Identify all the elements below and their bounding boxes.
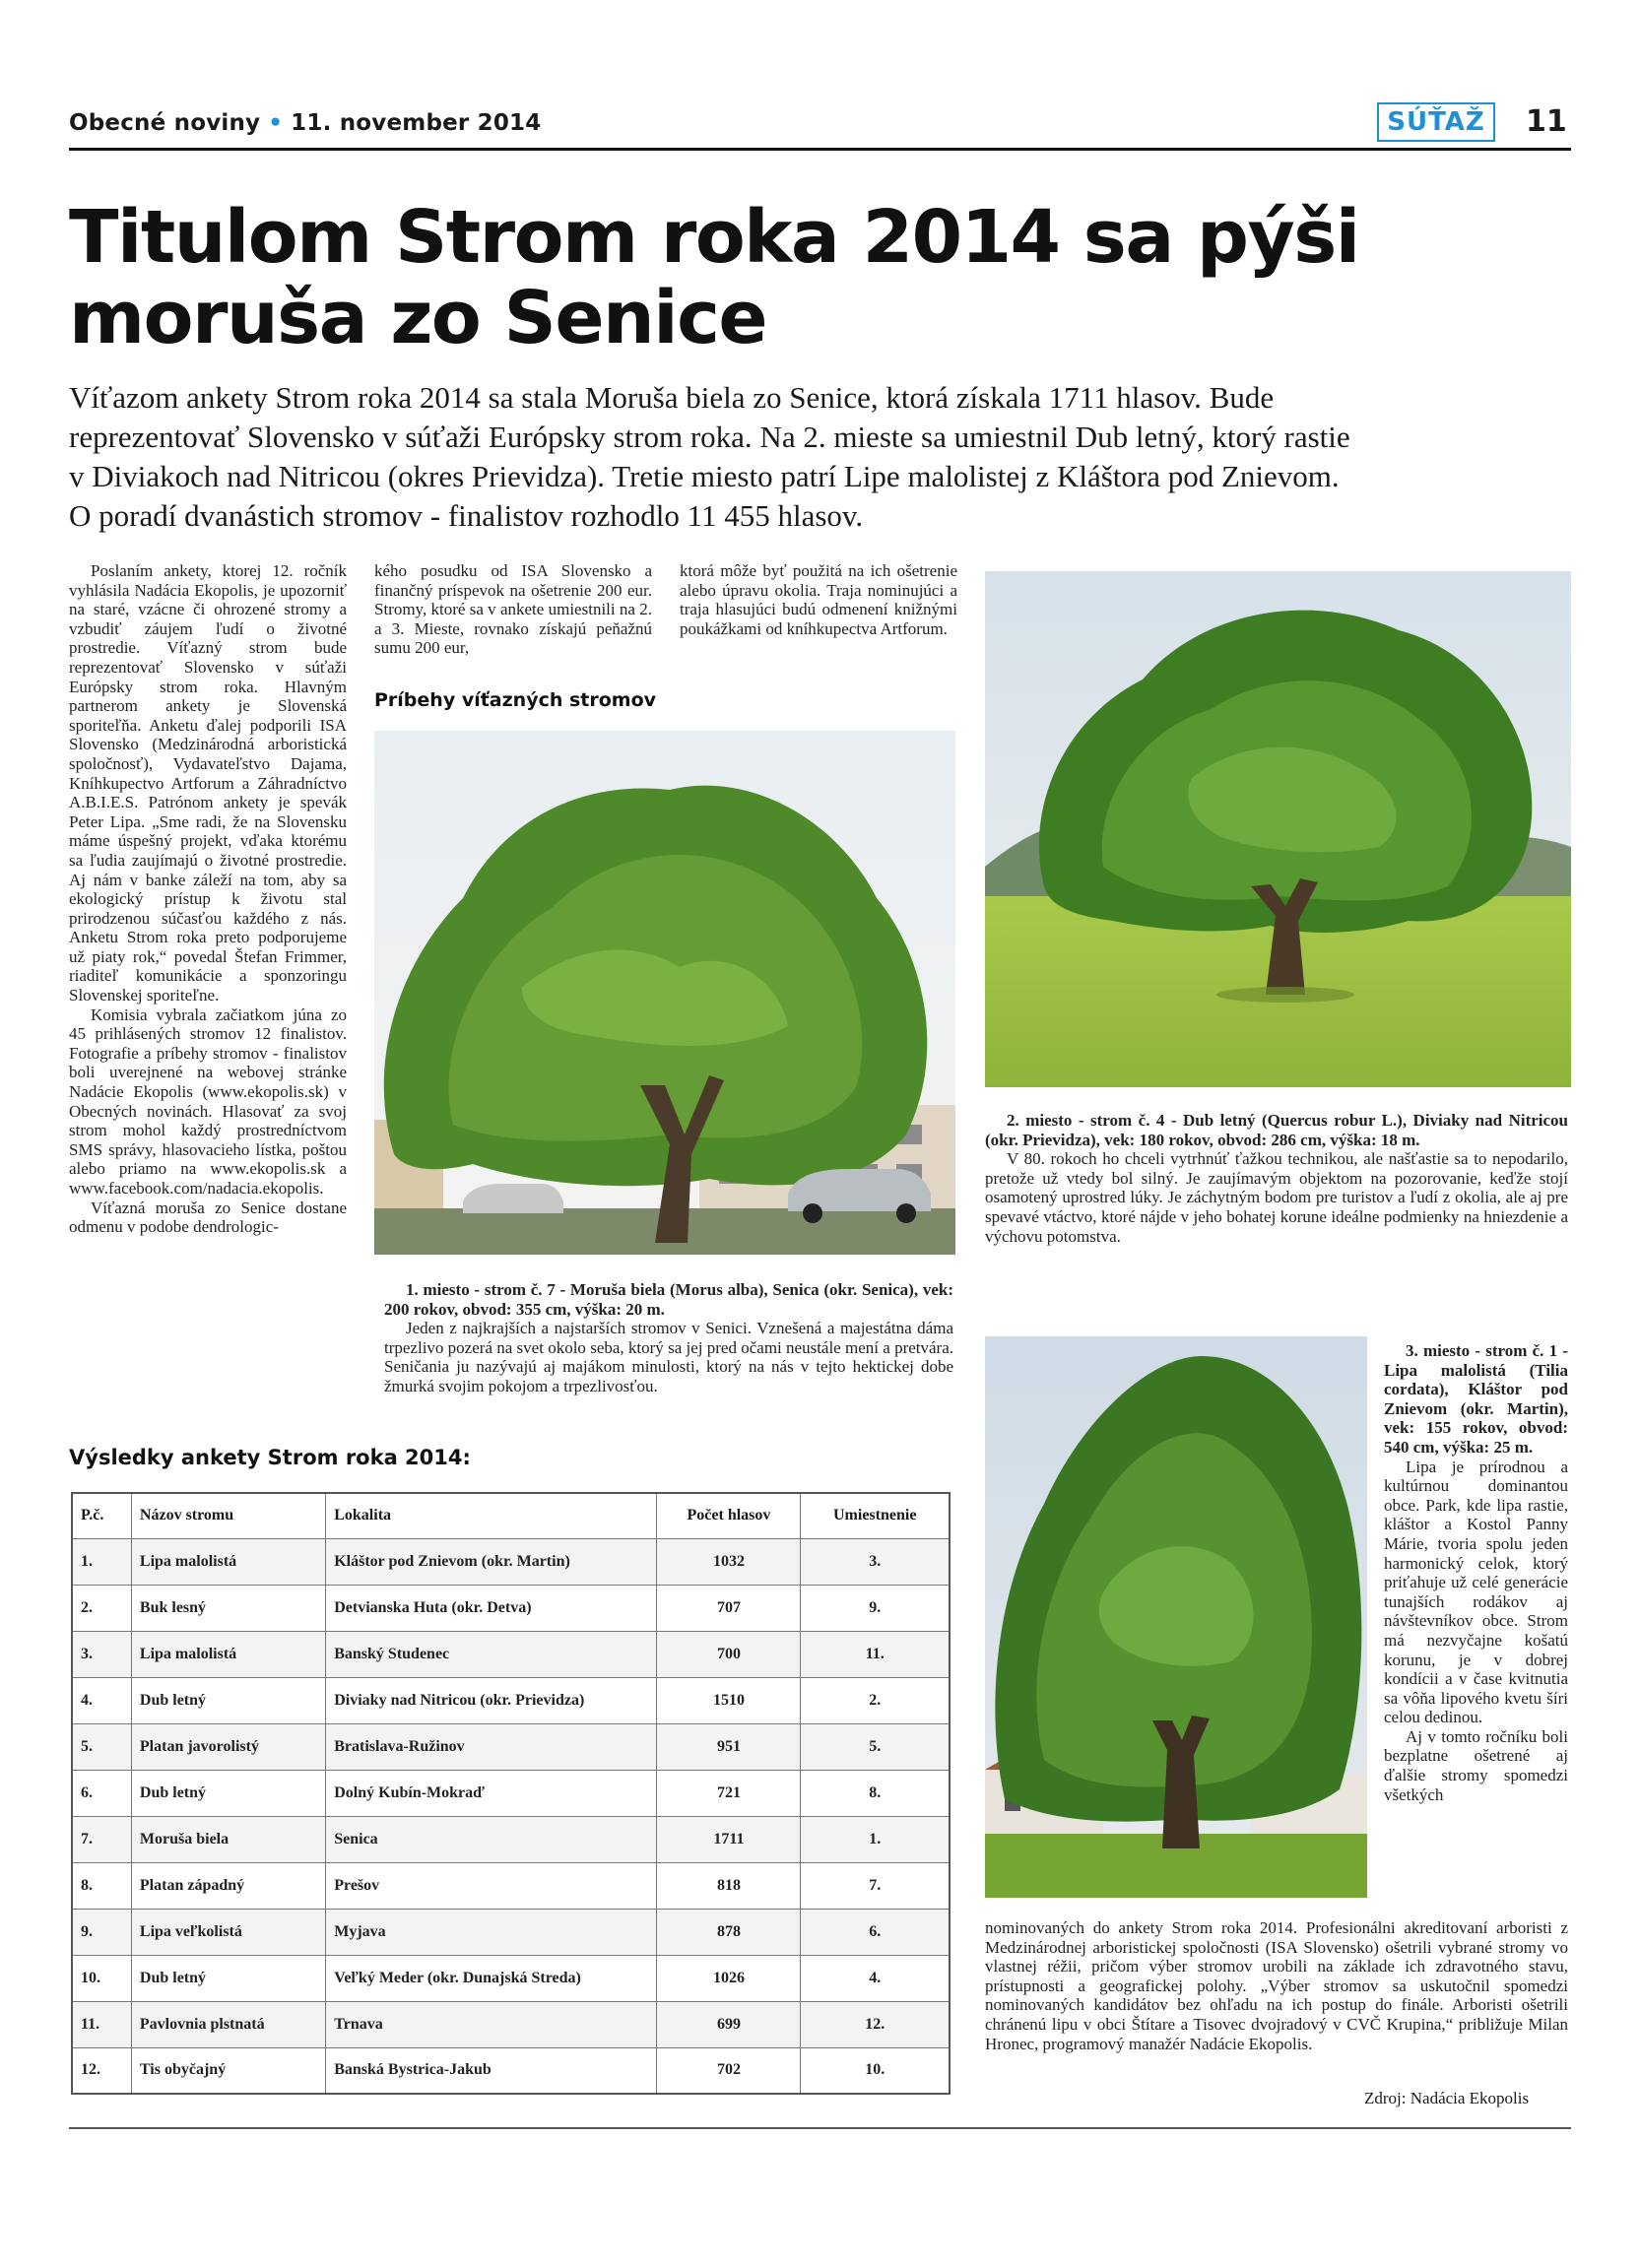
issue-date: 11. november 2014 (291, 110, 542, 136)
votes-cell: 700 (657, 1631, 801, 1677)
votes-cell: 1032 (657, 1538, 801, 1585)
title-line-1: Titulom Strom roka 2014 sa pýši (69, 195, 1359, 280)
tree-name-cell: Buk lesný (131, 1585, 325, 1631)
page-number: 11 (1526, 104, 1567, 139)
lead-line-2: reprezentovať Slovensko v súťaži Európsky strom roka. Na 2. mieste sa umiestnil Dub letný, ktorý rastie (69, 420, 1350, 454)
rank-cell: 11. (72, 2001, 131, 2047)
footer-rule (69, 2127, 1571, 2129)
photo-2-caption (985, 1111, 1568, 1246)
location-cell: Kláštor pod Znievom (okr. Martin) (326, 1538, 657, 1585)
table-row (72, 1909, 950, 1955)
photo-1-caption-title: 1. miesto - strom č. 7 - Moruša biela (Morus alba), Senica (okr. Senica), vek: 200 rokov, obvod: 355 cm, výška: 20 m. (384, 1280, 953, 1319)
lead-line-1: Víťazom ankety Strom roka 2014 sa stala Moruša biela zo Senice, ktorá získala 1711 hlasov. Bude (69, 380, 1275, 415)
body-paragraph: kého posudku od ISA Slovensko a finančný príspevok na ošetrenie 200 eur. Stromy, ktoré sa v ankete umiestnili na 2. a 3. Mieste, rovnako získajú peňažnú sumu 200 eur, (374, 561, 652, 658)
mulberry-tree-image (374, 731, 955, 1255)
treatment-paragraph (985, 1918, 1568, 2053)
column-header: Umiestnenie (801, 1493, 950, 1538)
source-note: Zdroj: Nadácia Ekopolis (1364, 2089, 1530, 2107)
rank-cell: 10. (72, 1955, 131, 2001)
photo-1-caption-text: Jeden z najkrajších a najstarších stromov v Senici. Vznešená a majestátna dáma trpezlivo pozerá na svet okolo seba, ktorý sa jej pred očami neustále mení a pretvára. Seničania ju nazývajú aj majákom minulosti, ktorý na nás v tejto hektickej dobe žmurká svojim pokojom a trpezlivosťou. (384, 1319, 953, 1395)
placement-cell: 10. (801, 2047, 950, 2094)
section-subhead: Príbehy víťazných stromov (374, 689, 657, 711)
votes-cell: 951 (657, 1723, 801, 1770)
location-cell: Dolný Kubín-Mokraď (326, 1770, 657, 1816)
location-cell: Senica (326, 1816, 657, 1862)
table-row (72, 1723, 950, 1770)
column-header: Názov stromu (131, 1493, 325, 1538)
tree-name-cell: Platan západný (131, 1862, 325, 1909)
photo-2-caption-title: 2. miesto - strom č. 4 - Dub letný (Quercus robur L.), Diviaky nad Nitricou (okr. Prievidza), vek: 180 rokov, obvod: 286 cm, výška: 18 m. (985, 1111, 1568, 1149)
results-heading: Výsledky ankety Strom roka 2014: (69, 1446, 471, 1469)
table-row (72, 2001, 950, 2047)
tree-name-cell: Tis obyčajný (131, 2047, 325, 2094)
location-cell: Diviaky nad Nitricou (okr. Prievidza) (326, 1677, 657, 1723)
section-badge: SÚŤAŽ (1377, 102, 1495, 142)
placement-cell: 1. (801, 1816, 950, 1862)
table-row (72, 1770, 950, 1816)
location-cell: Banský Studenec (326, 1631, 657, 1677)
rank-cell: 8. (72, 1862, 131, 1909)
tree-name-cell: Pavlovnia plstnatá (131, 2001, 325, 2047)
table-row (72, 1585, 950, 1631)
tree-name-cell: Platan javorolistý (131, 1723, 325, 1770)
header-rule (69, 148, 1571, 151)
votes-cell: 818 (657, 1862, 801, 1909)
location-cell: Detvianska Huta (okr. Detva) (326, 1585, 657, 1631)
table-row (72, 1862, 950, 1909)
location-cell: Prešov (326, 1862, 657, 1909)
placement-cell: 11. (801, 1631, 950, 1677)
votes-cell: 721 (657, 1770, 801, 1816)
table-header-row (72, 1493, 950, 1538)
article-title (69, 197, 1448, 358)
votes-cell: 1026 (657, 1955, 801, 2001)
rank-cell: 1. (72, 1538, 131, 1585)
masthead (69, 110, 541, 136)
body-paragraph: Víťazná moruša zo Senice dostane odmenu v podobe dendrologic- (69, 1198, 347, 1237)
title-line-2: moruša zo Senice (69, 276, 767, 360)
article-lead (69, 378, 1576, 536)
tree-name-cell: Moruša biela (131, 1816, 325, 1862)
body-column-2 (374, 561, 652, 658)
tree-name-cell: Lipa malolistá (131, 1538, 325, 1585)
location-cell: Myjava (326, 1909, 657, 1955)
body-column-3 (680, 561, 957, 638)
lead-line-4: O poradí dvanástich stromov - finalistov rozhodlo 11 455 hlasov. (69, 498, 864, 533)
body-paragraph: Poslaním ankety, ktorej 12. ročník vyhlásila Nadácia Ekopolis, je upozorniť na staré, vzácne či ohrozené stromy a vzbudiť záujem ľudí o životné prostredie. Víťazný strom bude reprezentovať Slovensko v súťaži Európsky strom roka. Hlavným partnerom ankety je Slovenská sporiteľňa. Anketu ďalej podporili ISA Slovensko (Medzinárodná arboristická spoločnosť), Vydavateľstvo Dajama, Kníhkupectvo Artforum a Záhradníctvo A.B.I.E.S. Patrónom ankety je spevák Peter Lipa. „Sme radi, že na Slovensku máme úspešný projekt, vďaka ktorému sa ľudia zaujímajú o životné prostredie. Aj nám v banke záleží na tom, aby sa ekologický prístup k životu stal prirodzenou súčasťou každého z nás. Anketu Strom roka preto podporujeme už piaty rok,“ povedal Štefan Frimmer, riaditeľ komunikácie a sponzoringu Slovenskej sporiteľne. (69, 561, 347, 1005)
votes-cell: 699 (657, 2001, 801, 2047)
placement-cell: 5. (801, 1723, 950, 1770)
photo-1-caption (384, 1280, 953, 1396)
tree-name-cell: Dub letný (131, 1955, 325, 2001)
photo-3-caption-title: 3. miesto - strom č. 1 - Lipa malolistá (Tilia cordata), Kláštor pod Znievom (okr. Martin), vek: 155 rokov, obvod: 540 cm, výška: 25 m. (1384, 1341, 1568, 1457)
placement-cell: 8. (801, 1770, 950, 1816)
tree-name-cell: Dub letný (131, 1677, 325, 1723)
photo-2-caption-text: V 80. rokoch ho chceli vytrhnúť ťažkou technikou, ale našťastie sa to nepodarilo, pretože už vtedy bol silný. Je zaujímavým objektom na pozorovanie, keďže stojí osamotený uprostred lúky. Je záchytným bodom pre turistov a ľudí z okolia, ale aj pre spevavé vtáctvo, ktoré nájde v jeho bohatej korune ideálne podmienky na hniezdenie a výchovu potomstva. (985, 1149, 1568, 1246)
photo-linden-tree (985, 1336, 1367, 1898)
photo-3-caption (1384, 1341, 1568, 1804)
tree-name-cell: Lipa veľkolistá (131, 1909, 325, 1955)
placement-cell: 4. (801, 1955, 950, 2001)
photo-3-caption-text-continued: Aj v tomto ročníku boli bezplatne ošetrené aj ďalšie stromy spomedzi všetkých (1384, 1726, 1568, 1804)
location-cell: Banská Bystrica-Jakub (326, 2047, 657, 2094)
rank-cell: 7. (72, 1816, 131, 1862)
placement-cell: 6. (801, 1909, 950, 1955)
body-column-1 (69, 561, 347, 1237)
body-paragraph: Komisia vybrala začiatkom júna zo 45 prihlásených stromov 12 finalistov. Fotografie a príbehy stromov - finalistov boli uverejnené na webovej stránke Nadácie Ekopolis (www.ekopolis.sk) v Obecných novinách. Hlasovať za svoj strom mohol každý prostredníctvom SMS správy, hlasovacieho lístka, poštou alebo priamo na www.ekopolis.sk a www.facebook.com/nadacia.ekopolis. (69, 1004, 347, 1198)
results-table (71, 1492, 951, 2095)
column-header: P.č. (72, 1493, 131, 1538)
placement-cell: 2. (801, 1677, 950, 1723)
placement-cell: 3. (801, 1538, 950, 1585)
votes-cell: 878 (657, 1909, 801, 1955)
votes-cell: 1711 (657, 1816, 801, 1862)
tree-name-cell: Lipa malolistá (131, 1631, 325, 1677)
table-row (72, 1955, 950, 2001)
rank-cell: 6. (72, 1770, 131, 1816)
rank-cell: 2. (72, 1585, 131, 1631)
rank-cell: 4. (72, 1677, 131, 1723)
table-row (72, 1677, 950, 1723)
oak-tree-image (985, 571, 1571, 1087)
votes-cell: 702 (657, 2047, 801, 2094)
treatment-text: nominovaných do ankety Strom roka 2014. Profesionálni akreditovaní arboristi z Medzinárodnej arboristickej spoločnosti (ISA Slovensko) ošetrili vybrané stromy vo vlastnej réžii, pričom výber stromov urobili na základe ich zdravotného stavu, prístupnosti a geografickej polohy. „Výber stromov sa uskutočnil spomedzi nominovaných kandidátov bez ohľadu na ich postup do finále. Arboristi ošetrili chránenú lipu v obci Štítare a Tisovec dvojradový v CVČ Krupina,“ približuje Milan Hronec, programový manažér Nadácie Ekopolis. (985, 1918, 1568, 2053)
table-row (72, 1538, 950, 1585)
photo-oak-tree (985, 571, 1571, 1087)
votes-cell: 707 (657, 1585, 801, 1631)
rank-cell: 3. (72, 1631, 131, 1677)
placement-cell: 7. (801, 1862, 950, 1909)
location-cell: Trnava (326, 2001, 657, 2047)
column-header: Počet hlasov (657, 1493, 801, 1538)
placement-cell: 12. (801, 2001, 950, 2047)
photo-mulberry-tree (374, 731, 955, 1255)
location-cell: Veľký Meder (okr. Dunajská Streda) (326, 1955, 657, 2001)
location-cell: Bratislava-Ružinov (326, 1723, 657, 1770)
column-header: Lokalita (326, 1493, 657, 1538)
rank-cell: 12. (72, 2047, 131, 2094)
rank-cell: 9. (72, 1909, 131, 1955)
linden-tree-image (985, 1336, 1367, 1898)
tree-name-cell: Dub letný (131, 1770, 325, 1816)
lead-line-3: v Diviakoch nad Nitricou (okres Prievidza). Tretie miesto patrí Lipe malolistej z Kláštora pod Znievom. (69, 459, 1340, 493)
votes-cell: 1510 (657, 1677, 801, 1723)
table-row (72, 2047, 950, 2094)
photo-3-caption-text: Lipa je prírodnou a kultúrnou dominantou obce. Park, kde lipa rastie, kláštor a Kostol Panny Márie, tvoria spolu jeden harmonický celok, ktorý priťahuje už celé generácie tunajších rodákov aj návštevníkov obce. Strom má nezvyčajne košatú korunu, je v dobrej kondícii a v čase kvitnutia sa vôňa lipového kvetu šíri celou dedinou. (1384, 1457, 1568, 1727)
table-row (72, 1631, 950, 1677)
table-row (72, 1816, 950, 1862)
body-paragraph: ktorá môže byť použitá na ich ošetrenie alebo úpravu okolia. Traja nominujúci a traja hlasujúci budú odmenení knižnými poukážkami od kníhkupectva Artforum. (680, 561, 957, 638)
placement-cell: 9. (801, 1585, 950, 1631)
separator-dot: • (268, 110, 284, 136)
paper-name: Obecné noviny (69, 110, 261, 136)
rank-cell: 5. (72, 1723, 131, 1770)
